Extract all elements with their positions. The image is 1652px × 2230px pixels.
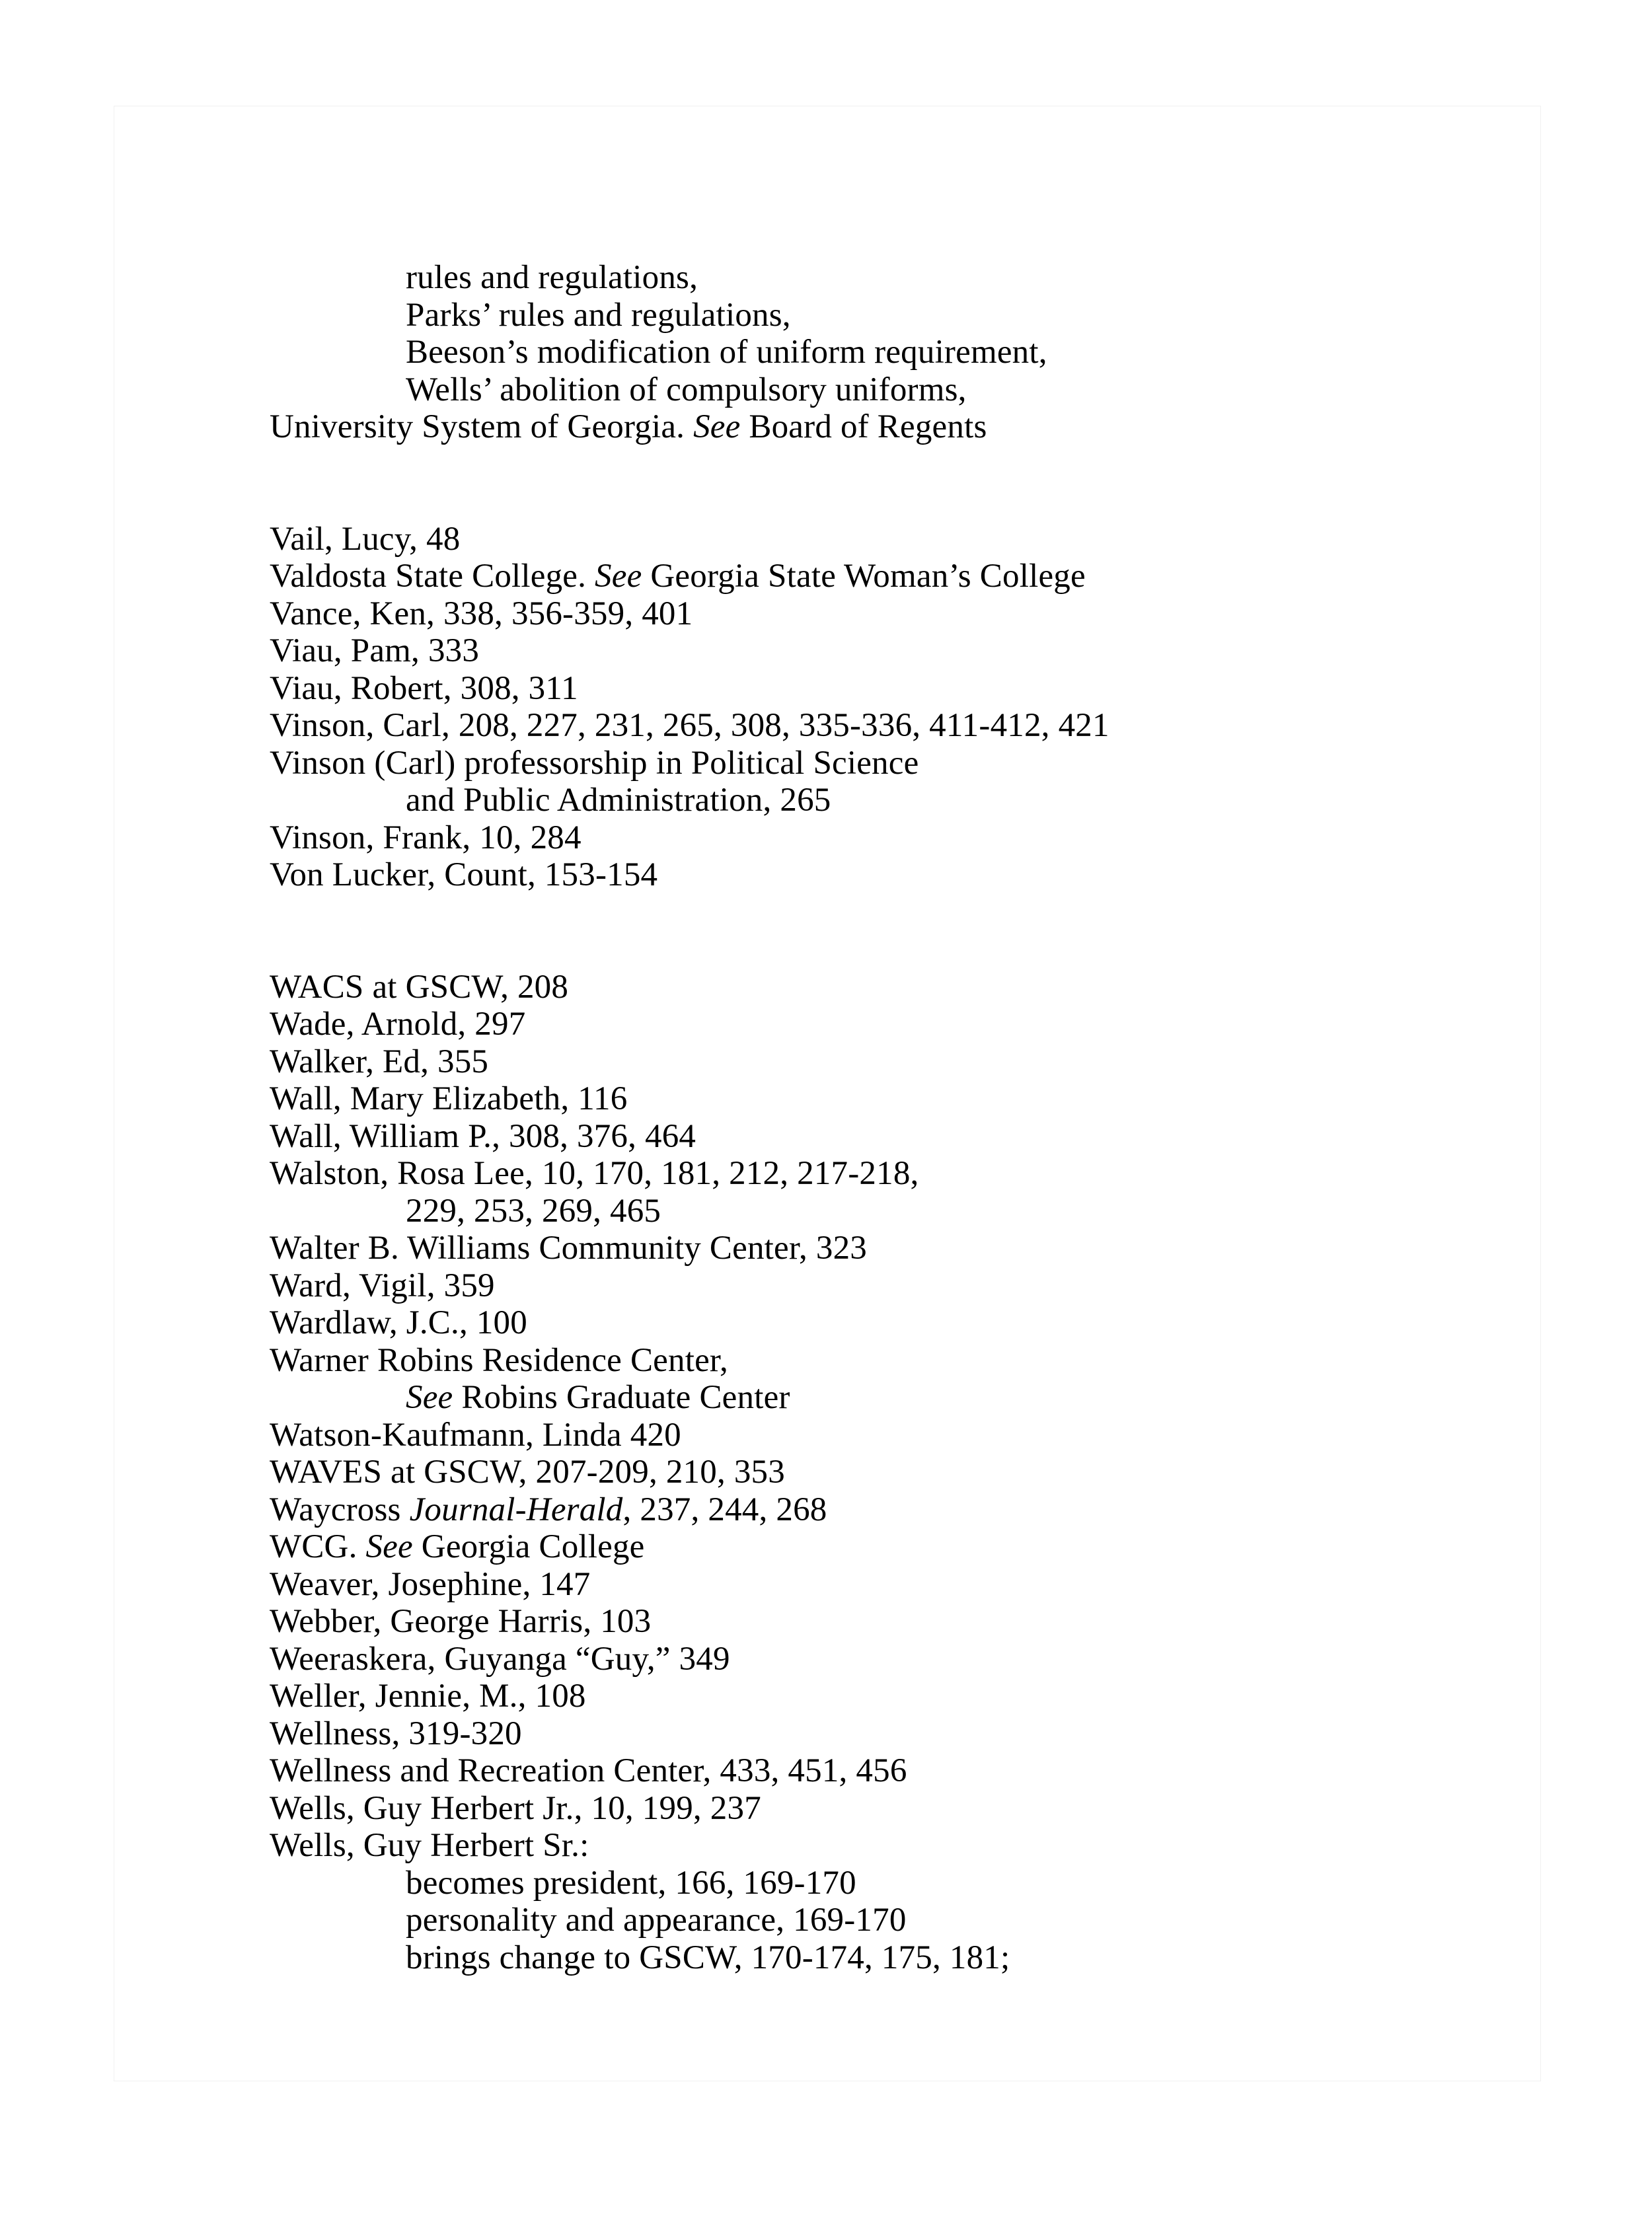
index-listing <box>270 259 1565 1976</box>
index-entry <box>270 745 1565 782</box>
entry-text: Weaver, Josephine, 147 <box>270 1565 591 1603</box>
index-entry <box>270 707 1565 745</box>
entry-text: becomes president, 166, 169-170 <box>406 1864 856 1902</box>
index-entry <box>270 595 1565 633</box>
entry-text: 229, 253, 269, 465 <box>406 1192 661 1230</box>
italic-text: See <box>693 408 741 445</box>
entry-text: Wardlaw, J.C., 100 <box>270 1304 527 1341</box>
index-entry <box>270 1566 1565 1604</box>
index-entry <box>270 1155 1565 1193</box>
entry-text: Valdosta State College. <box>270 558 595 595</box>
entry-text: Weeraskera, Guyanga “Guy,” 349 <box>270 1640 730 1678</box>
entry-text: Watson-Kaufmann, Linda 420 <box>270 1416 681 1454</box>
entry-text: Vail, Lucy, 48 <box>270 520 461 558</box>
section-gap <box>270 894 1565 969</box>
index-subentry <box>270 259 1565 297</box>
entry-text: Webber, George Harris, 103 <box>270 1603 652 1640</box>
index-subentry <box>270 334 1565 371</box>
index-entry <box>270 1080 1565 1118</box>
entry-text: Wellness, 319-320 <box>270 1715 522 1752</box>
index-entry <box>270 558 1565 595</box>
entry-text: Vinson, Carl, 208, 227, 231, 265, 308, 335-336, 411-412, 421 <box>270 707 1109 744</box>
entry-text: WACS at GSCW, 208 <box>270 968 569 1006</box>
entry-text: Wall, William P., 308, 376, 464 <box>270 1117 696 1155</box>
index-entry <box>270 1752 1565 1790</box>
index-entry <box>270 1603 1565 1641</box>
index-entry <box>270 1454 1565 1491</box>
entry-text: Georgia College <box>412 1528 645 1565</box>
entry-text: and Public Administration, 265 <box>406 782 831 819</box>
italic-text: See <box>406 1379 453 1416</box>
index-entry <box>270 1641 1565 1678</box>
entry-text: Wells’ abolition of compulsory uniforms, <box>406 371 967 408</box>
entry-text: , 237, 244, 268 <box>622 1491 827 1528</box>
index-entry <box>270 1342 1565 1380</box>
entry-text: Walter B. Williams Community Center, 323 <box>270 1230 868 1267</box>
entry-text: Von Lucker, Count, 153-154 <box>270 856 658 893</box>
entry-text: WAVES at GSCW, 207-209, 210, 353 <box>270 1454 785 1491</box>
entry-text: Wall, Mary Elizabeth, 116 <box>270 1080 628 1117</box>
entry-text: Wellness and Recreation Center, 433, 451, 456 <box>270 1752 907 1789</box>
index-entry <box>270 1304 1565 1342</box>
index-entry <box>270 670 1565 708</box>
index-entry <box>270 1678 1565 1715</box>
entry-text: Vinson (Carl) professorship in Political Science <box>270 744 919 782</box>
index-entry <box>270 1006 1565 1043</box>
entry-text: Wells, Guy Herbert Sr.: <box>270 1827 589 1864</box>
index-subentry <box>270 1193 1565 1230</box>
index-entry <box>270 1715 1565 1753</box>
index-entry <box>270 1790 1565 1828</box>
index-subentry <box>270 1379 1565 1417</box>
entry-text: personality and appearance, 169-170 <box>406 1902 907 1939</box>
entry-text: Weller, Jennie, M., 108 <box>270 1678 586 1715</box>
entry-text: Warner Robins Residence Center, <box>270 1341 729 1379</box>
index-entry <box>270 819 1565 857</box>
entry-text: Board of Regents <box>740 408 987 445</box>
index-entry <box>270 521 1565 558</box>
index-entry <box>270 632 1565 670</box>
entry-text: WCG. <box>270 1528 366 1565</box>
entry-text: Vance, Ken, 338, 356-359, 401 <box>270 595 693 632</box>
index-entry <box>270 1827 1565 1865</box>
entry-text: Viau, Pam, 333 <box>270 632 480 669</box>
entry-text: Walker, Ed, 355 <box>270 1043 489 1080</box>
entry-text: brings change to GSCW, 170-174, 175, 181; <box>406 1939 1010 1976</box>
entry-text: Viau, Robert, 308, 311 <box>270 669 578 707</box>
index-subentry <box>270 1865 1565 1902</box>
index-subentry <box>270 371 1565 409</box>
index-subentry <box>270 782 1565 819</box>
entry-text: Georgia State Woman’s College <box>642 558 1086 595</box>
entry-text: Walston, Rosa Lee, 10, 170, 181, 212, 217-218, <box>270 1155 919 1192</box>
entry-text: Wells, Guy Herbert Jr., 10, 199, 237 <box>270 1789 761 1827</box>
entry-text: Wade, Arnold, 297 <box>270 1006 526 1043</box>
entry-text: Ward, Vigil, 359 <box>270 1267 495 1304</box>
index-entry <box>270 1417 1565 1454</box>
entry-text: Parks’ rules and regulations, <box>406 296 791 334</box>
entry-text: Beeson’s modification of uniform requirement, <box>406 334 1047 371</box>
italic-text: See <box>595 558 642 595</box>
index-entry <box>270 1230 1565 1267</box>
index-entry <box>270 1267 1565 1305</box>
index-subentry <box>270 297 1565 334</box>
index-entry <box>270 1491 1565 1529</box>
italic-text: See <box>365 1528 413 1565</box>
section-gap <box>270 446 1565 521</box>
entry-text: Waycross <box>270 1491 410 1528</box>
entry-text: University System of Georgia. <box>270 408 694 445</box>
entry-text: Robins Graduate Center <box>453 1379 790 1416</box>
index-entry <box>270 1043 1565 1081</box>
entry-text: Vinson, Frank, 10, 284 <box>270 819 582 856</box>
index-entry <box>270 1528 1565 1566</box>
index-subentry <box>270 1902 1565 1939</box>
entry-text: rules and regulations, <box>406 259 698 296</box>
index-entry <box>270 969 1565 1006</box>
index-entry <box>270 856 1565 894</box>
index-subentry <box>270 1939 1565 1977</box>
index-entry <box>270 408 1565 446</box>
index-entry <box>270 1118 1565 1156</box>
italic-text: Journal-Herald <box>409 1491 623 1528</box>
